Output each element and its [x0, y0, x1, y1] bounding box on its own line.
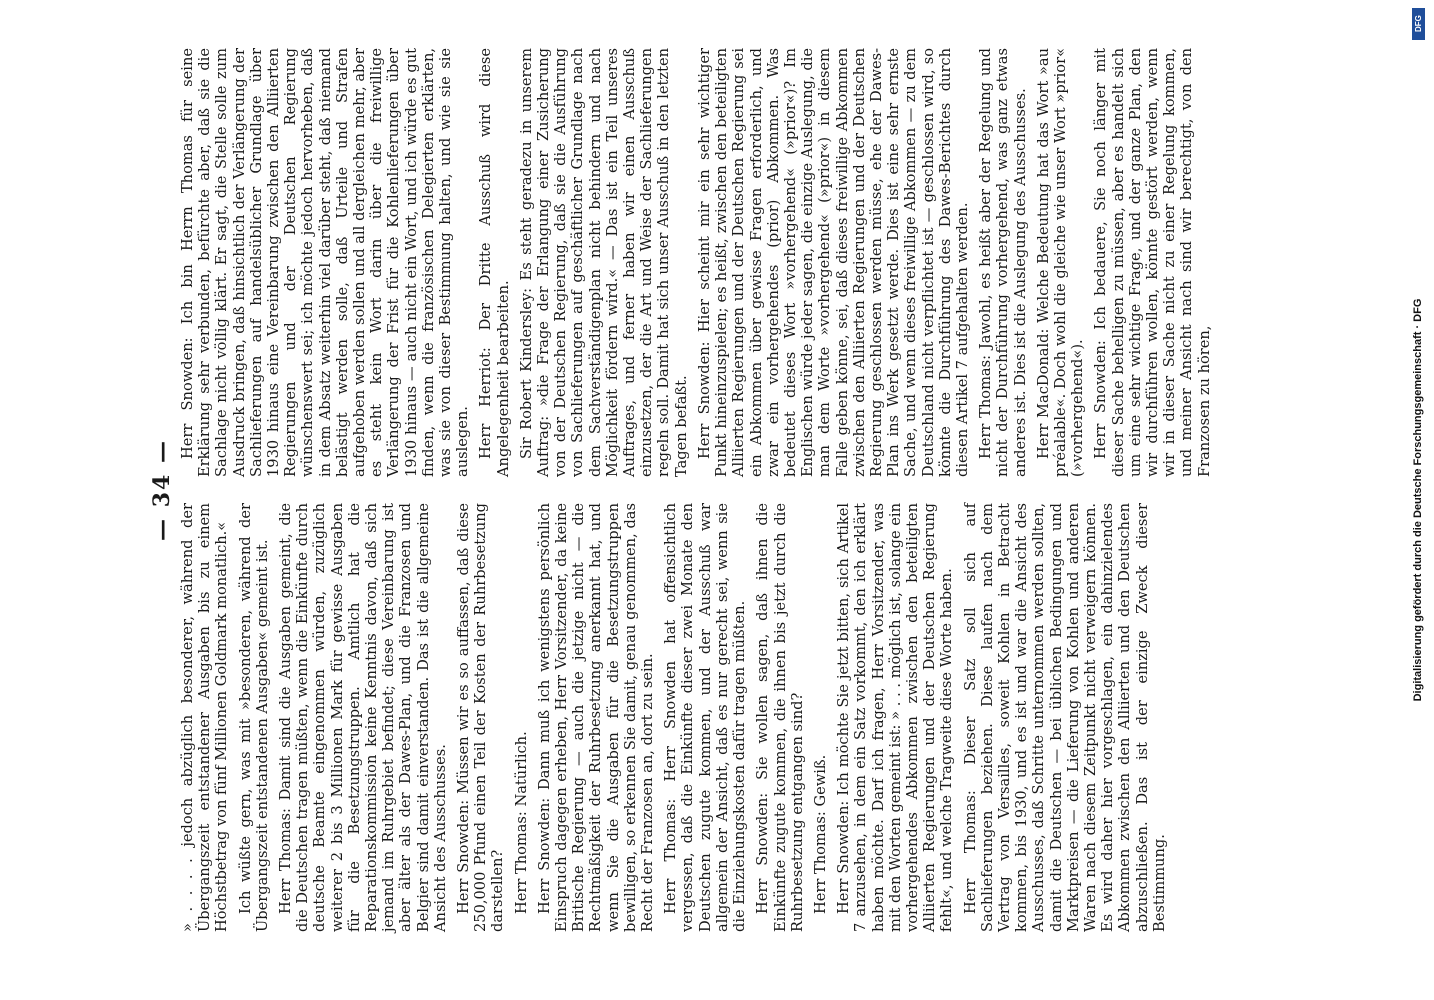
paragraph: Herr Herriot: Der Dritte Ausschuß wird diese Angelegenheit bearbeiten.	[477, 48, 512, 477]
paragraph: Herr Thomas: Herr Snowden hat offensichtlich vergessen, daß die Einkünfte dieser zwei Monate den Deutschen zugute kommen, und der Ausschuß war allgemein der Ansicht, daß es nur gerecht sei, wenn sie die Einziehungskosten dafür tragen müßten.	[662, 503, 749, 932]
paragraph: Herr Thomas: Natürlich.	[512, 731, 530, 914]
text-columns	[179, 40, 1219, 940]
paragraph: Herr Snowden: Hier scheint mir ein sehr wichtiger Punkt hineinzuspielen; es heißt, zwischen den beteiligten Alliierten Regierungen und der Deutschen Regierung sei ein Abkommen über gewisse Fragen erforderlich, und zwar ein vorhergehendes (prior) Abkommen. Was bedeutet dieses Wort »vorhergehend« (»prior«)? Im Englischen würde jeder sagen, die einzige Auslegung, die man dem Worte »vorhergehend« (»prior«) in diesem Falle geben könne, sei, daß dieses freiwillige Abkommen zwischen den Alliierten Regierungen und der Deutschen Regierung geschlossen werden müsse, ehe der Dawes-Plan ins Werk gesetzt werde. Dies ist eine sehr ernste Sache, und wenn dieses freiwillige Abkommen — zu dem Deutschland nicht verpflichtet ist — geschlossen wird, so könnte die Durchführung des Dawes-Berichtes durch diesen Artikel 7 aufgehalten werden.	[695, 48, 971, 477]
paragraph: Herr Snowden: Sie wollen sagen, daß ihnen die Einkünfte zugute kommen, die ihnen bis jetzt durch die Ruhrbesetzung entgangen sind?	[754, 503, 806, 932]
page-number: — 34 —	[149, 439, 175, 541]
paragraph: Sir Robert Kindersley: Es steht geradezu in unserem Auftrag: »die Frage der Erlangung einer Zusicherung von der Deutschen Regierung, daß sie die Ausführung von Sachlieferungen auf geschäftlicher Grundlage nach dem Sachverständigenplan nicht behindern und nach Möglichkeit fördern wird.« — Das ist ein Teil unseres Auftrages, und ferner haben wir einen Ausschuß einzusetzen, der die Art und Weise der Sachlieferungen regeln soll. Damit hat sich unser Ausschuß in den letzten Tagen befaßt.	[517, 48, 690, 477]
left-column	[179, 503, 1219, 932]
credit-text: Digitalisierung gefördert durch die Deutsche Forschungsgemeinschaft · DFG	[1412, 298, 1424, 702]
paragraph: » . . . . jedoch abzüglich besonderer, während der Übergangszeit entstandener Ausgaben bis zu einem Höchstbetrag von fünf Millionen Goldmark monatlich.«	[179, 503, 231, 932]
paragraph: Herr Thomas: Damit sind die Ausgaben gemeint, die die Deutschen tragen müßten, wenn die Einkünfte durch deutsche Beamte eingenommen würden, zuzüglich weiterer 2 bis 3 Millionen Mark für gewisse Ausgaben für die Besetzungstruppen. Amtlich hat die Reparationskommission keine Kenntnis davon, daß sich jemand im Ruhrgebiet befindet; diese Vereinbarung ist aber älter als der Dawes-Plan, und die Franzosen und Belgier sind damit einverstanden. Das ist die allgemeine Ansicht des Ausschusses.	[277, 503, 449, 932]
dfg-logo: DFG	[1412, 8, 1425, 40]
paragraph: Herr Snowden: Ich bedauere, Sie noch länger mit dieser Sache behelligen zu müssen, aber es handelt sich um eine sehr wichtige Frage, und der ganze Plan, den wir durchführen wollen, könnte gestört werden, wenn wir in dieser Sache nicht zu einer Regelung kommen, und meiner Ansicht nach sind wir berechtigt, von den Franzosen zu hören,	[1092, 48, 1213, 477]
paragraph: Herr Snowden: Ich möchte Sie jetzt bitten, sich Artikel 7 anzusehen, in dem ein Satz vorkommt, den ich erklärt haben möchte. Darf ich fragen, Herr Vorsitzender, was mit den Worten gemeint ist: » . . . möglich ist, solange ein vorhergehendes Abkommen zwischen den beteiligten Alliierten Regierungen und der Deutschen Regierung fehlt«, und welche Tragweite diese Worte haben.	[835, 503, 956, 932]
paragraph: Herr MacDonald: Welche Bedeutung hat das Wort »au préalable«. Doch wohl die gleiche wie unser Wort »prior« (»vorhergehend«).	[1034, 48, 1087, 477]
paragraph: Herr Snowden: Müssen wir es so auffassen, daß diese 250,000 Pfund einen Teil der Kosten der Ruhrbesetzung darstellen?	[455, 503, 507, 932]
paragraph: Herr Snowden: Ich bin Herrn Thomas für seine Erklärung sehr verbunden, befürchte aber, daß sie die Sachlage nicht völlig klärt. Er sagt, die Stelle solle zum Ausdruck bringen, daß hinsichtlich der Verlängerung der Sachlieferungen auf handelsüblicher Grundlage über 1930 hinaus eine Vereinbarung zwischen den Alliierten Regierungen und der Deutschen Regierung wünschenswert sei; ich möchte jedoch hervorheben, daß in dem Absatz weiterhin viel darüber steht, daß niemand belästigt werden solle, daß Urteile und Strafen aufgehoben werden sollen und all dergleichen mehr, aber es steht kein Wort darin über die freiwillige Verlängerung der Frist für die Kohlenlieferungen über 1930 hinaus — auch nicht ein Wort, und ich würde es gut finden, wenn die französischen Delegierten erklärten, was sie von dieser Bestimmung halten, und wie sie sie auslegen.	[179, 48, 472, 477]
digitization-credit	[1408, 10, 1428, 990]
paragraph: Herr Thomas: Gewiß.	[811, 754, 829, 914]
paragraph: Ich wüßte gern, was mit »besonderen, während der Übergangszeit entstandenen Ausgaben« gemeint ist.	[236, 503, 271, 932]
paragraph: Herr Thomas: Dieser Satz soll sich auf Sachlieferungen beziehen. Diese laufen nach dem Vertrag von Versailles, soweit Kohlen in Betracht kommen, bis 1930, und es ist und war die Ansicht des Ausschusses, daß Schritte unternommen werden sollten, damit die Deutschen — bei üblichen Bedingungen und Marktpreisen — die Lieferung von Kohlen und anderen Waren nach diesem Zeitpunkt nicht verweigern können. Es wird daher hier vorgeschlagen, ein dahinzielendes Abkommen zwischen den Alliierten und den Deutschen abzuschließen. Das ist der einzige Zweck dieser Bestimmung.	[961, 503, 1168, 932]
right-column	[179, 48, 1219, 477]
rotated-page	[145, 40, 1335, 940]
paragraph: Herr Thomas: Jawohl, es heißt aber der Regelung und nicht der Durchführung vorhergehend, was ganz etwas anderes ist. Dies ist die Auslegung des Ausschusses.	[977, 48, 1029, 477]
paragraph: Herr Snowden: Dann muß ich wenigstens persönlich Einspruch dagegen erheben, Herr Vorsitzender, da keine Britische Regierung — auch die jetzige nicht — die Rechtmäßigkeit der Ruhrbesetzung anerkannt hat, und wenn Sie die Ausgaben für die Besetzungstruppen bewilligen, so erkennen Sie damit, genau genommen, das Recht der Franzosen an, dort zu sein.	[535, 503, 657, 932]
